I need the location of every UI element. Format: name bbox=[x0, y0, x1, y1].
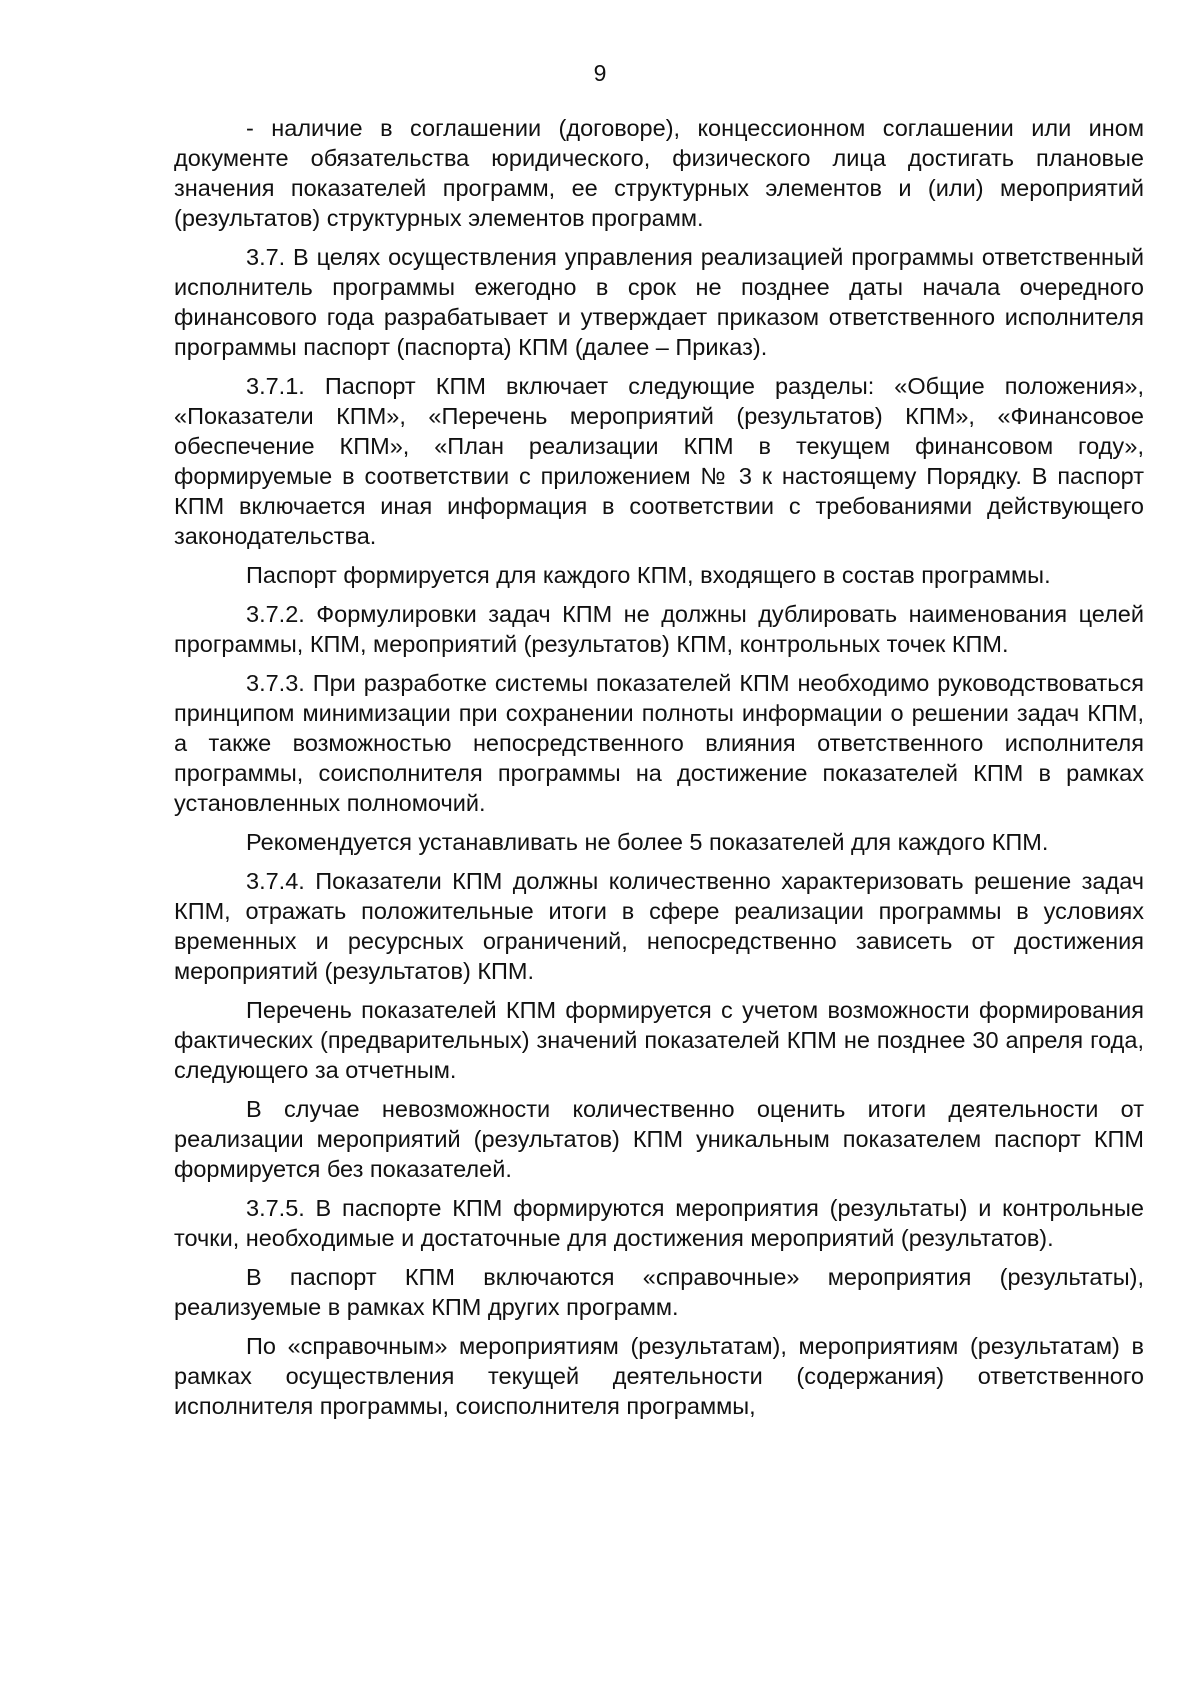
paragraph-3-7-2: 3.7.2. Формулировки задач КПМ не должны дублировать наименования целей программы, КПМ, мероприятий (результатов) КПМ, контрольных точек КПМ. bbox=[174, 601, 1144, 657]
paragraph-3-7-3: 3.7.3. При разработке системы показателей КПМ необходимо руководствоваться принципом минимизации при сохранении полноты информации о решении задач КПМ, а также возможностью непосредственного влияния ответственного исполнителя программы, соисполнителя программы на достижение показателей КПМ в рамках установленных полномочий. bbox=[174, 670, 1144, 816]
paragraph-3-7-4: 3.7.4. Показатели КПМ должны количественно характеризовать решение задач КПМ, отражать положительные итоги в сфере реализации программы в условиях временных и ресурсных ограничений, непосредственно зависеть от достижения мероприятий (результатов) КПМ. bbox=[174, 868, 1144, 984]
paragraph-agreement-obligation: - наличие в соглашении (договоре), концессионном соглашении или ином документе обязательства юридического, физического лица достигать плановые значения показателей программ, ее структурных элементов и (или) мероприятий (результатов) структурных элементов программ. bbox=[174, 115, 1144, 231]
paragraph-indicator-list: Перечень показателей КПМ формируется с учетом возможности формирования фактических (предварительных) значений показателей КПМ не позднее 30 апреля года, следующего за отчетным. bbox=[174, 997, 1144, 1083]
paragraph-3-7-5: 3.7.5. В паспорте КПМ формируются мероприятия (результаты) и контрольные точки, необходимые и достаточные для достижения мероприятий (результатов). bbox=[174, 1195, 1144, 1251]
paragraph-passport-each-kpm: Паспорт формируется для каждого КПМ, входящего в состав программы. bbox=[246, 562, 1051, 588]
document-body bbox=[174, 113, 1144, 1421]
paragraph-reference-measures: В паспорт КПМ включаются «справочные» мероприятия (результаты), реализуемые в рамках КПМ других программ. bbox=[174, 1264, 1144, 1320]
paragraph-reference-measures-continued: По «справочным» мероприятиям (результатам), мероприятиям (результатам) в рамках осуществления текущей деятельности (содержания) ответственного исполнителя программы, соисполнителя программы, bbox=[174, 1333, 1144, 1419]
paragraph-no-indicators-case: В случае невозможности количественно оценить итоги деятельности от реализации мероприятий (результатов) КПМ уникальным показателем паспорт КПМ формируется без показателей. bbox=[174, 1096, 1144, 1182]
paragraph-3-7: 3.7. В целях осуществления управления реализацией программы ответственный исполнитель программы ежегодно в срок не позднее даты начала очередного финансового года разрабатывает и утверждает приказом ответственного исполнителя программы паспорт (паспорта) КПМ (далее – Приказ). bbox=[174, 244, 1144, 360]
paragraph-recommended-indicators: Рекомендуется устанавливать не более 5 показателей для каждого КПМ. bbox=[246, 829, 1049, 855]
page-number: 9 bbox=[593, 60, 607, 86]
paragraph-3-7-1: 3.7.1. Паспорт КПМ включает следующие разделы: «Общие положения», «Показатели КПМ», «Перечень мероприятий (результатов) КПМ», «Финансовое обеспечение КПМ», «План реализации КПМ в текущем финансовом году», формируемые в соответствии с приложением № 3 к настоящему Порядку. В паспорт КПМ включается иная информация в соответствии с требованиями действующего законодательства. bbox=[174, 373, 1144, 549]
